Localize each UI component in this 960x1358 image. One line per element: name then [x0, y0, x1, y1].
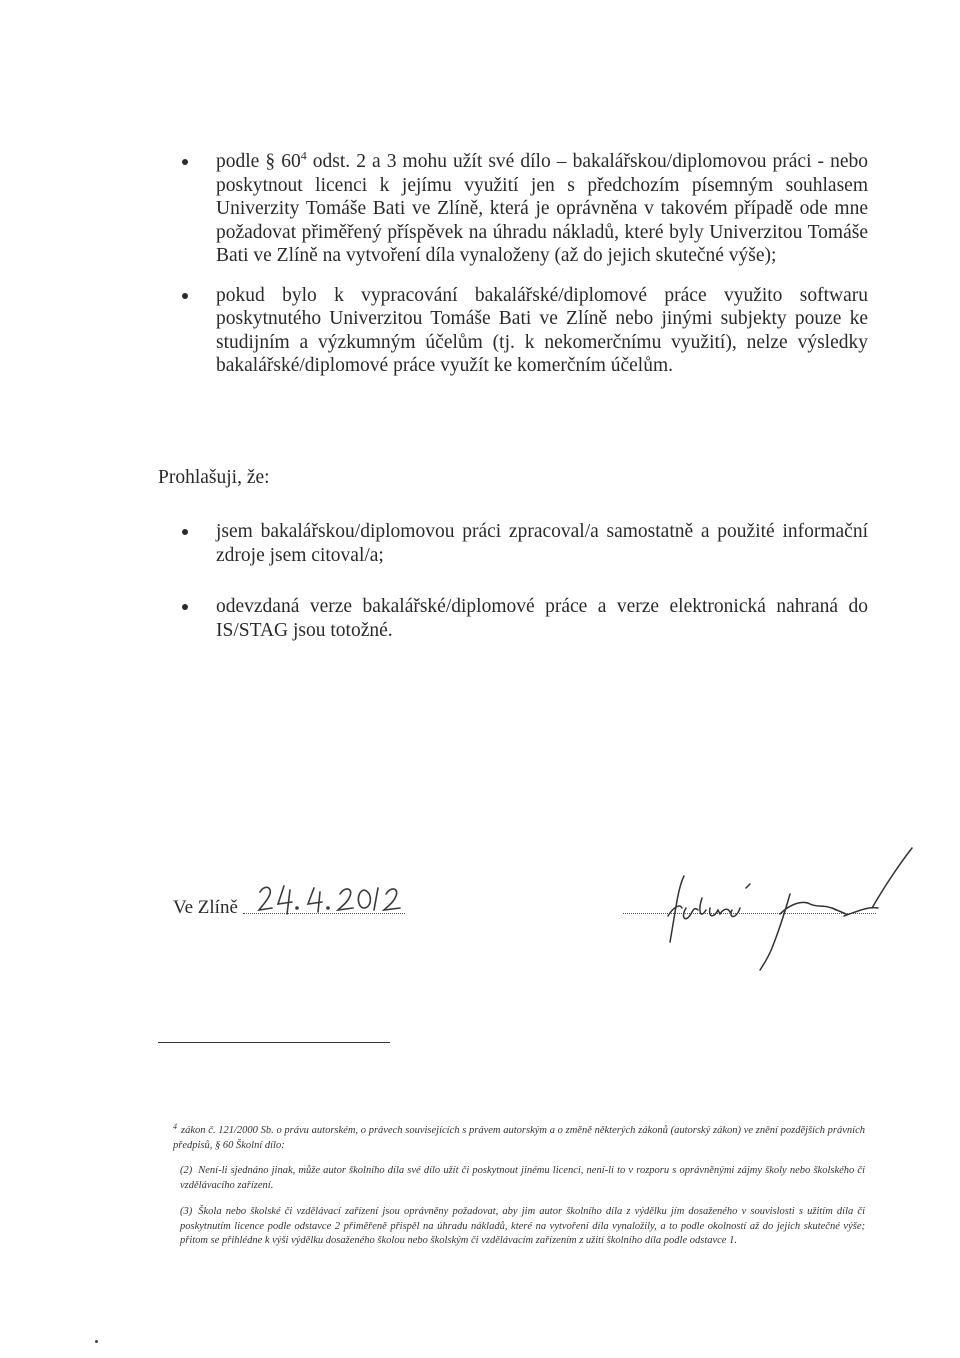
paragraph-text: Není-li sjednáno jinak, může autor školního díla své dílo užít či poskytnout jinému licenci, není-li to v rozporu s oprávněnými zájmy školy nebo školského či vzdělávacího zařízení. — [180, 1165, 865, 1191]
bullet-icon — [182, 604, 188, 610]
handwritten-signature — [640, 838, 930, 978]
footnote-heading — [173, 1121, 865, 1153]
bullet-text-rest: odst. 2 a 3 mohu užít své dílo – bakalářskou/diplomovou práci - nebo poskytnout licenci k jejímu využití jen s předchozím písemným souhlasem Univerzity Tomáše Bati ve Zlíně, která je oprávněna v takovém případě ode mne požadovat přiměřený příspěvek na úhradu nákladů, které byly Univerzitou Tomáše Bati ve Zlíně na vytvoření díla vynaloženy (až do jejich skutečné výše); — [216, 151, 869, 266]
bullet-text: odevzdaná verze bakalářské/diplomové práce a verze elektronická nahraná do IS/STAG jsou totožné. — [216, 596, 868, 641]
bullet-icon — [182, 529, 188, 535]
bullet-text-start: podle § 60 — [216, 151, 301, 172]
bullet-icon — [182, 159, 188, 165]
footnote-paragraph — [180, 1164, 865, 1193]
place-label: Ve Zlíně — [173, 897, 238, 918]
list-item — [178, 595, 868, 642]
bullet-text: pokud bylo k vypracování bakalářské/diplomové práce využito softwaru poskytnutého Univerzitou Tomáše Bati ve Zlíně nebo jinými subjekty pouze ke studijním a výzkumným účelům (tj. k nekomerčnímu využití), nelze výsledky bakalářské/diplomové práce využít ke komerčním účelům. — [216, 284, 868, 376]
paragraph-number: (2) — [180, 1165, 193, 1176]
declaration-heading: Prohlašuji, že: — [158, 467, 270, 488]
footnote-reference: 4 — [300, 148, 307, 163]
bullet-icon — [182, 293, 188, 299]
declaration-list — [178, 520, 868, 642]
list-item — [178, 150, 868, 268]
bullet-text: jsem bakalářskou/diplomovou práci zpracoval/a samostatně a použité informační zdroje jsem citoval/a; — [216, 521, 868, 566]
paragraph-text: Škola nebo školské či vzdělávací zařízení jsou oprávněny požadovat, aby jim autor školního díla z výdělku jím dosaženého v souvislosti s užitím díla či poskytnutím licence podle odstavce 2 přiměřeně přispěl na úhradu nákladů, které na vytvoření díla vynaložily, a to podle okolností až do jejich skutečné výše; přitom se přihlédne k výši výdělku dosaženého školou nebo školským či vzdělávacím zařízením z užití školního díla podle odstavce 1. — [180, 1206, 865, 1246]
paragraph-number: (3) — [180, 1206, 193, 1217]
scan-speck — [95, 1340, 98, 1343]
handwritten-date — [250, 868, 410, 918]
rights-list — [178, 150, 868, 378]
list-item — [178, 520, 868, 567]
footnote-heading-text: zákon č. 121/2000 Sb. o právu autorském, o právech souvisejících s právem autorským a o změně některých zákonů (autorský zákon) ve znění pozdějších právních předpisů, § 60 Školní dílo: — [173, 1125, 865, 1151]
list-item — [178, 284, 868, 378]
footnote-paragraph — [180, 1205, 865, 1249]
footnote-separator — [158, 1042, 390, 1043]
footnote-marker: 4 — [173, 1121, 177, 1131]
